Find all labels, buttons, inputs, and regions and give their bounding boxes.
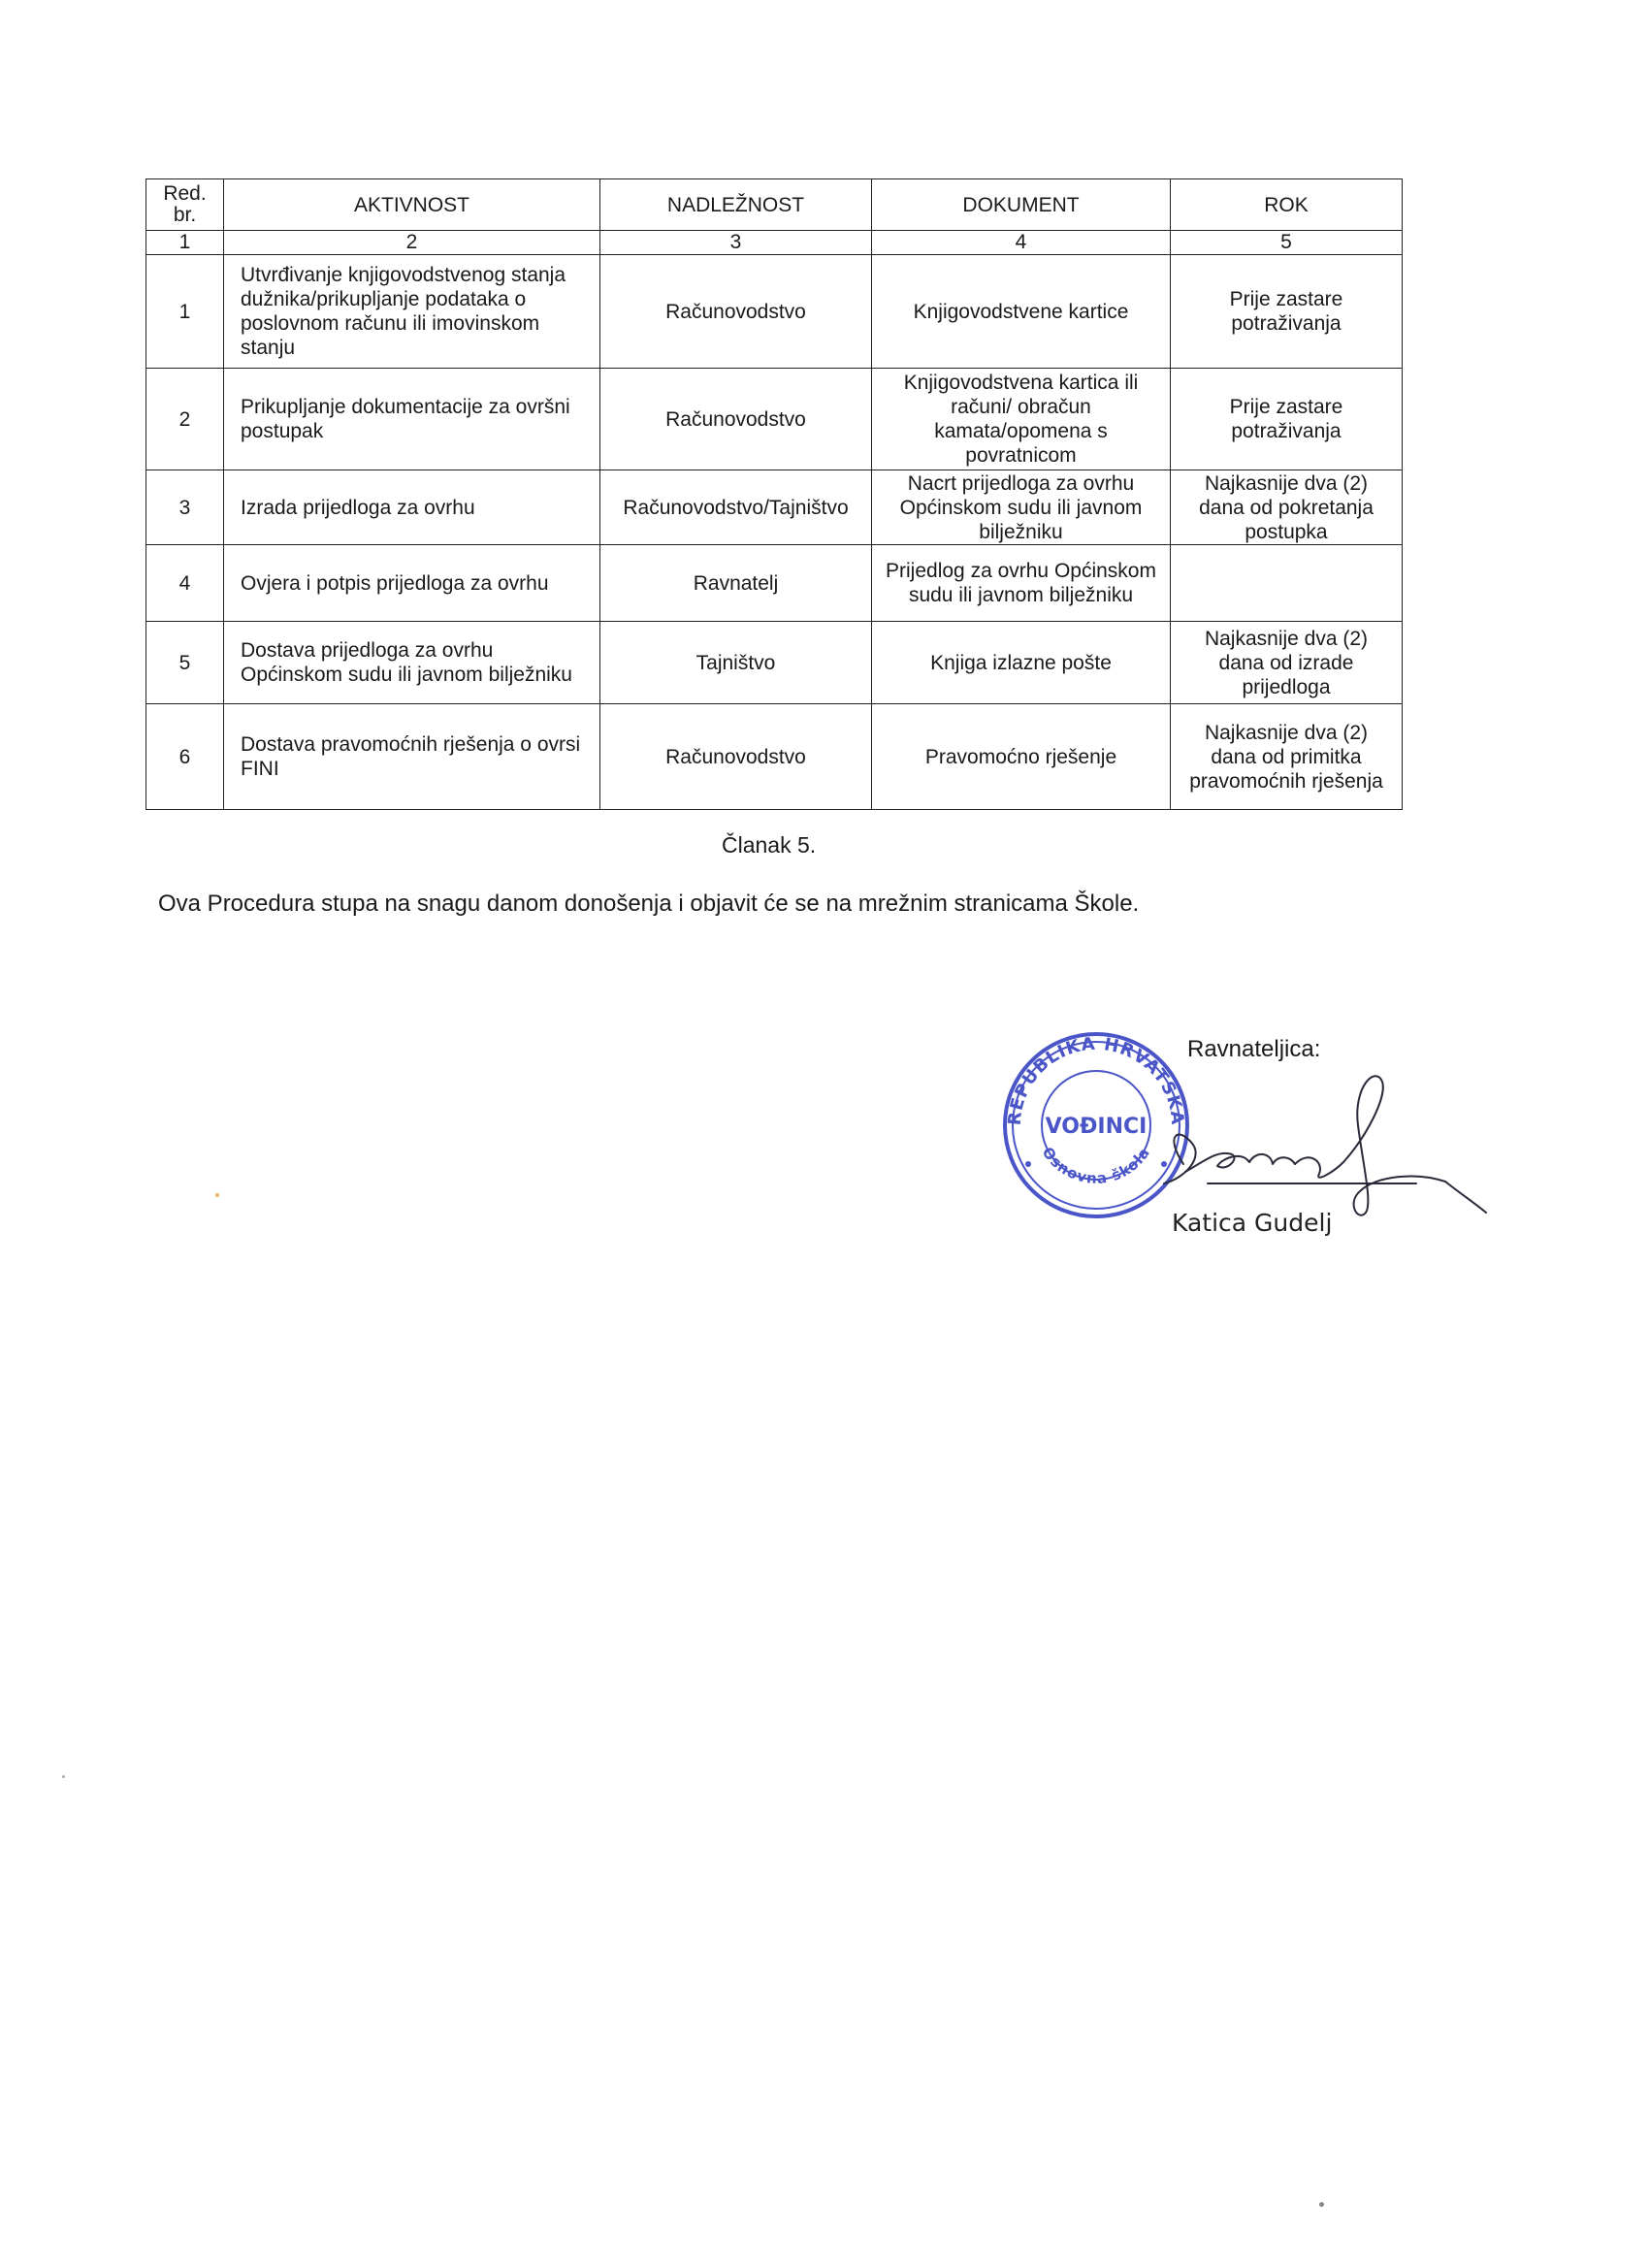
column-number: 2 — [224, 231, 600, 255]
column-number: 1 — [146, 231, 224, 255]
row-nadleznost: Računovodstvo — [600, 704, 872, 810]
table-header-row — [146, 179, 1403, 231]
row-aktivnost: Ovjera i potpis prijedloga za ovrhu — [224, 545, 600, 622]
row-number: 2 — [146, 369, 224, 470]
table-row — [146, 704, 1403, 810]
row-number: 6 — [146, 704, 224, 810]
svg-text:REPUBLIKA HRVATSKA: REPUBLIKA HRVATSKA — [1004, 1033, 1188, 1126]
row-aktivnost: Izrada prijedloga za ovrhu — [224, 470, 600, 545]
header-red-br: Red. br. — [146, 179, 224, 231]
signatory-name: Katica Gudelj — [1172, 1209, 1333, 1237]
signatory-title: Ravnateljica: — [1187, 1036, 1321, 1062]
table-row — [146, 470, 1403, 545]
row-dokument: Pravomoćno rješenje — [872, 704, 1171, 810]
row-number: 3 — [146, 470, 224, 545]
header-dokument: DOKUMENT — [872, 179, 1171, 231]
row-dokument: Knjiga izlazne pošte — [872, 622, 1171, 704]
column-number: 5 — [1171, 231, 1403, 255]
closing-paragraph: Ova Procedura stupa na snagu danom donošenja i objavit će se na mrežnim stranicama Škole. — [158, 891, 1140, 917]
row-dokument: Nacrt prijedloga za ovrhu Općinskom sudu ili javnom bilježniku — [872, 470, 1171, 545]
scan-speck — [1319, 2202, 1324, 2207]
row-rok — [1171, 545, 1403, 622]
header-rok: ROK — [1171, 179, 1403, 231]
scan-speck — [215, 1193, 219, 1197]
svg-text:Osnovna škola: Osnovna škola — [1038, 1144, 1154, 1187]
svg-text:VOĐINCI: VOĐINCI — [1045, 1115, 1148, 1139]
row-rok: Najkasnije dva (2) dana od primitka pravomoćnih rješenja — [1171, 704, 1403, 810]
row-dokument: Knjigovodstvene kartice — [872, 255, 1171, 369]
table-row — [146, 255, 1403, 369]
table-row — [146, 369, 1403, 470]
row-nadleznost: Računovodstvo/Tajništvo — [600, 470, 872, 545]
row-rok: Prije zastare potraživanja — [1171, 255, 1403, 369]
row-number: 5 — [146, 622, 224, 704]
row-number: 1 — [146, 255, 224, 369]
row-rok: Najkasnije dva (2) dana od pokretanja postupka — [1171, 470, 1403, 545]
procedure-table — [146, 178, 1403, 810]
column-number: 3 — [600, 231, 872, 255]
row-dokument: Knjigovodstvena kartica ili računi/ obračun kamata/opomena s povratnicom — [872, 369, 1171, 470]
row-aktivnost: Dostava pravomoćnih rješenja o ovrsi FINI — [224, 704, 600, 810]
table-row — [146, 545, 1403, 622]
row-aktivnost: Prikupljanje dokumentacije za ovršni postupak — [224, 369, 600, 470]
row-number: 4 — [146, 545, 224, 622]
row-nadleznost: Tajništvo — [600, 622, 872, 704]
column-number: 4 — [872, 231, 1171, 255]
scan-speck — [62, 1775, 65, 1778]
row-aktivnost: Dostava prijedloga za ovrhu Općinskom sudu ili javnom bilježniku — [224, 622, 600, 704]
table-row — [146, 622, 1403, 704]
row-nadleznost: Ravnatelj — [600, 545, 872, 622]
row-nadleznost: Računovodstvo — [600, 255, 872, 369]
row-rok: Najkasnije dva (2) dana od izrade prijedloga — [1171, 622, 1403, 704]
row-nadleznost: Računovodstvo — [600, 369, 872, 470]
row-rok: Prije zastare potraživanja — [1171, 369, 1403, 470]
header-nadleznost: NADLEŽNOST — [600, 179, 872, 231]
row-dokument: Prijedlog za ovrhu Općinskom sudu ili javnom bilježniku — [872, 545, 1171, 622]
column-number-row — [146, 231, 1403, 255]
header-aktivnost: AKTIVNOST — [224, 179, 600, 231]
article-heading: Članak 5. — [722, 832, 817, 858]
row-aktivnost: Utvrđivanje knjigovodstvenog stanja dužnika/prikupljanje podataka o poslovnom računu ili imovinskom stanju — [224, 255, 600, 369]
